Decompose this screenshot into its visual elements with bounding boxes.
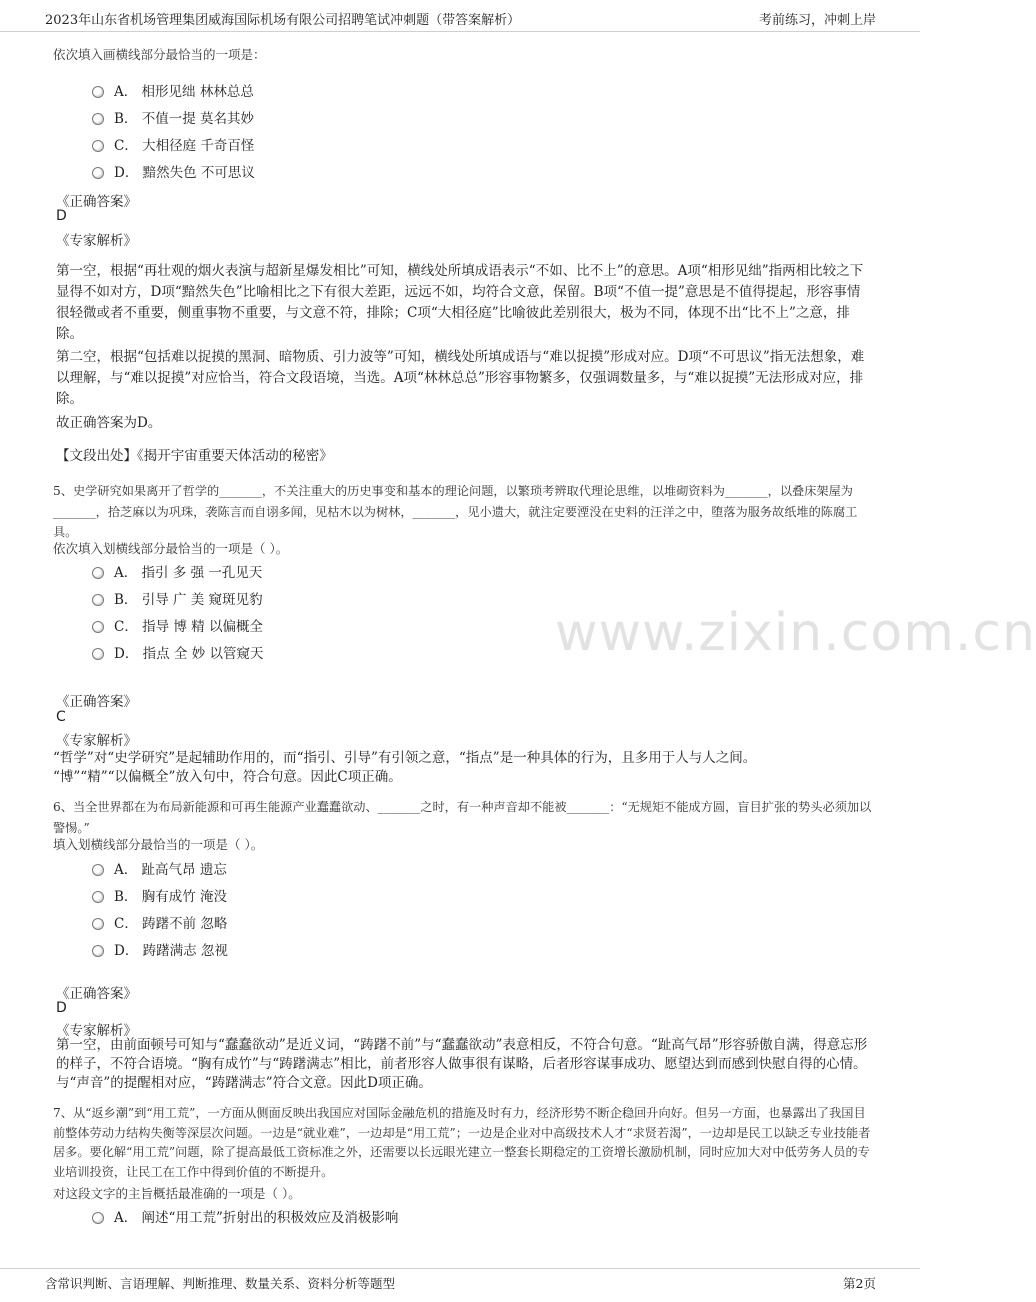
- q7-text: 7、从“返乡潮”到“用工荒”，一方面从侧面反映出我国应对国际金融危机的措施及时有力，经济形势不断企稳回升向好。但另一方面，也暴露出了我国目前整体劳动力结构失衡等深层次问题。一边是“就业难”，一边却是“用工荒”；一边是企业对中高级技术人才“求贤若渴”，一边却是民工以缺乏专业技能者居多。要化解“用工荒”问题，除了提高最低工资标准之外，还需要以长远眼光建立一整套长期稳定的工资增长激励机制，同时应加大对中低劳务人员的专业培训投资，让民工在工作中得到价值的不断提升。: [53, 1106, 871, 1179]
- page-header: [0, 0, 920, 32]
- q6-analysis: 第一空，由前面顿号可知与“蠢蠢欲动”是近义词，“踌躇不前”与“蠢蠢欲动”表意相反，不符合句意。“趾高气昂”形容骄傲自满，得意忘形的样子，不符合语境。“胸有成竹”与“踌躇满志”相比，前者形容人做事很有谋略，后者形容谋事成功、愿望达到而感到快慰自得的心情。与“声音”的提醒相对应，“踌躇满志”符合文意。因此D项正确。: [56, 1037, 868, 1091]
- q5-option-c[interactable]: C． 指导 博 精 以偏概全: [92, 615, 263, 637]
- radio-icon[interactable]: [92, 86, 104, 98]
- q6-prompt: 填入划横线部分最恰当的一项是（ ）。: [53, 837, 264, 852]
- q5-option-b[interactable]: B． 引导 广 美 窥斑见豹: [92, 588, 263, 610]
- document-title: 2023年山东省机场管理集团威海国际机场有限公司招聘笔试冲刺题（带答案解析）: [45, 13, 521, 28]
- radio-icon[interactable]: [92, 945, 104, 957]
- q5-option-a[interactable]: A． 指引 多 强 一孔见天: [92, 561, 262, 583]
- q6-option-b[interactable]: B． 胸有成竹 淹没: [92, 885, 227, 907]
- q6-answer-label: 《正确答案》: [56, 986, 137, 1002]
- q7-prompt: 对这段文字的主旨概括最准确的一项是（ ）。: [53, 1186, 301, 1201]
- q4-option-b[interactable]: B． 不值一提 莫名其妙: [92, 107, 254, 129]
- q5-text: 5、史学研究如果离开了哲学的_______，不关注重大的历史事变和基本的理论问题，以繁琐考辨取代理论思维，以堆砌资料为_______，以叠床架屋为_______，拾芝麻以为巩珠，袭陈言而自诩多闻，见枯木以为树林，_______，见小遗大，就注定要湮没在史料的汪洋之中，堕落为服务故纸堆的陈腐工具。: [53, 484, 858, 539]
- q4-option-c[interactable]: C． 大相径庭 千奇百怪: [92, 134, 254, 156]
- radio-icon[interactable]: [92, 864, 104, 876]
- radio-icon[interactable]: [92, 113, 104, 125]
- radio-icon[interactable]: [92, 567, 104, 579]
- q4-answer: D: [56, 208, 67, 224]
- q5-analysis-line2: “博”“精”“以偏概全”放入句中，符合句意。因此C项正确。: [53, 769, 402, 785]
- q5-analysis-label: 《专家解析》: [56, 733, 137, 749]
- q7-option-a[interactable]: A． 阐述“用工荒”折射出的积极效应及消极影响: [92, 1206, 398, 1228]
- radio-icon[interactable]: [92, 621, 104, 633]
- q4-option-d[interactable]: D． 黯然失色 不可思议: [92, 161, 255, 183]
- q5-prompt: 依次填入划横线部分最恰当的一项是（ ）。: [53, 541, 289, 556]
- page-number: 第2页: [843, 1276, 876, 1291]
- q4-analysis-p2: 第二空，根据“包括难以捉摸的黑洞、暗物质、引力波等”可知，横线处所填成语与“难以捉摸”形成对应。D项“不可思议”指无法想象，难以理解，与“难以捉摸”对应恰当，符合文段语境，当选。A项“林林总总”形容事物繁多，仅强调数量多，与“难以捉摸”无法形成对应，排除。: [56, 349, 865, 407]
- radio-icon[interactable]: [92, 891, 104, 903]
- radio-icon[interactable]: [92, 594, 104, 606]
- q6-option-d[interactable]: D． 踌躇满志 忽视: [92, 939, 228, 961]
- radio-icon[interactable]: [92, 648, 104, 660]
- q4-analysis-p3: 故正确答案为D。: [56, 415, 162, 431]
- radio-icon[interactable]: [92, 918, 104, 930]
- q4-analysis-p1: 第一空，根据“再壮观的烟火表演与超新星爆发相比”可知，横线处所填成语表示“不如、比不上”的意思。A项“相形见绌”指两相比较之下显得不如对方，D项“黯然失色”比喻相比之下有很大差距，远远不如，均符合文意，保留。B项“不值一提”意思是不值得提起，形容事情很轻微或者不重要，侧重事物不重要，与文意不符，排除；C项“大相径庭”比喻彼此差别很大，极为不同，体现不出“比不上”之意，排除。: [56, 263, 864, 342]
- q4-source: 【文段出处】《揭开宇宙重要天体活动的秘密》: [56, 448, 333, 464]
- footer-topics: 含常识判断、言语理解、判断推理、数量关系、资料分析等题型: [45, 1276, 396, 1291]
- header-tagline: 考前练习，冲刺上岸: [758, 13, 876, 28]
- q4-answer-label: 《正确答案》: [56, 194, 137, 210]
- radio-icon[interactable]: [92, 167, 104, 179]
- q6-text: 6、当全世界都在为布局新能源和可再生能源产业蠢蠢欲动、_______之时，有一种声音却不能被_______：“无规矩不能成方圆，盲目扩张的势头必须加以警惕。”: [53, 800, 872, 835]
- q5-analysis-line1: “哲学”对“史学研究”是起辅助作用的，而“指引、引导”有引领之意，“指点”是一种具体的行为，且多用于人与人之间。: [53, 750, 757, 766]
- q5-answer-label: 《正确答案》: [56, 694, 137, 710]
- watermark: www.zixin.com.cn: [555, 603, 1036, 663]
- q4-analysis-label: 《专家解析》: [56, 233, 137, 249]
- q4-prompt: 依次填入画横线部分最恰当的一项是：: [53, 47, 266, 62]
- q5-answer: C: [56, 709, 66, 725]
- q6-answer: D: [56, 1000, 67, 1016]
- radio-icon[interactable]: [92, 1212, 104, 1224]
- q6-option-a[interactable]: A． 趾高气昂 遗忘: [92, 858, 227, 880]
- page-footer: [0, 1268, 920, 1302]
- q5-option-d[interactable]: D． 指点 全 妙 以管窥天: [92, 642, 264, 664]
- q4-option-a[interactable]: A． 相形见绌 林林总总: [92, 80, 254, 102]
- radio-icon[interactable]: [92, 140, 104, 152]
- q6-option-c[interactable]: C． 踌躇不前 忽略: [92, 912, 227, 934]
- q6-analysis-label: 《专家解析》: [56, 1023, 137, 1039]
